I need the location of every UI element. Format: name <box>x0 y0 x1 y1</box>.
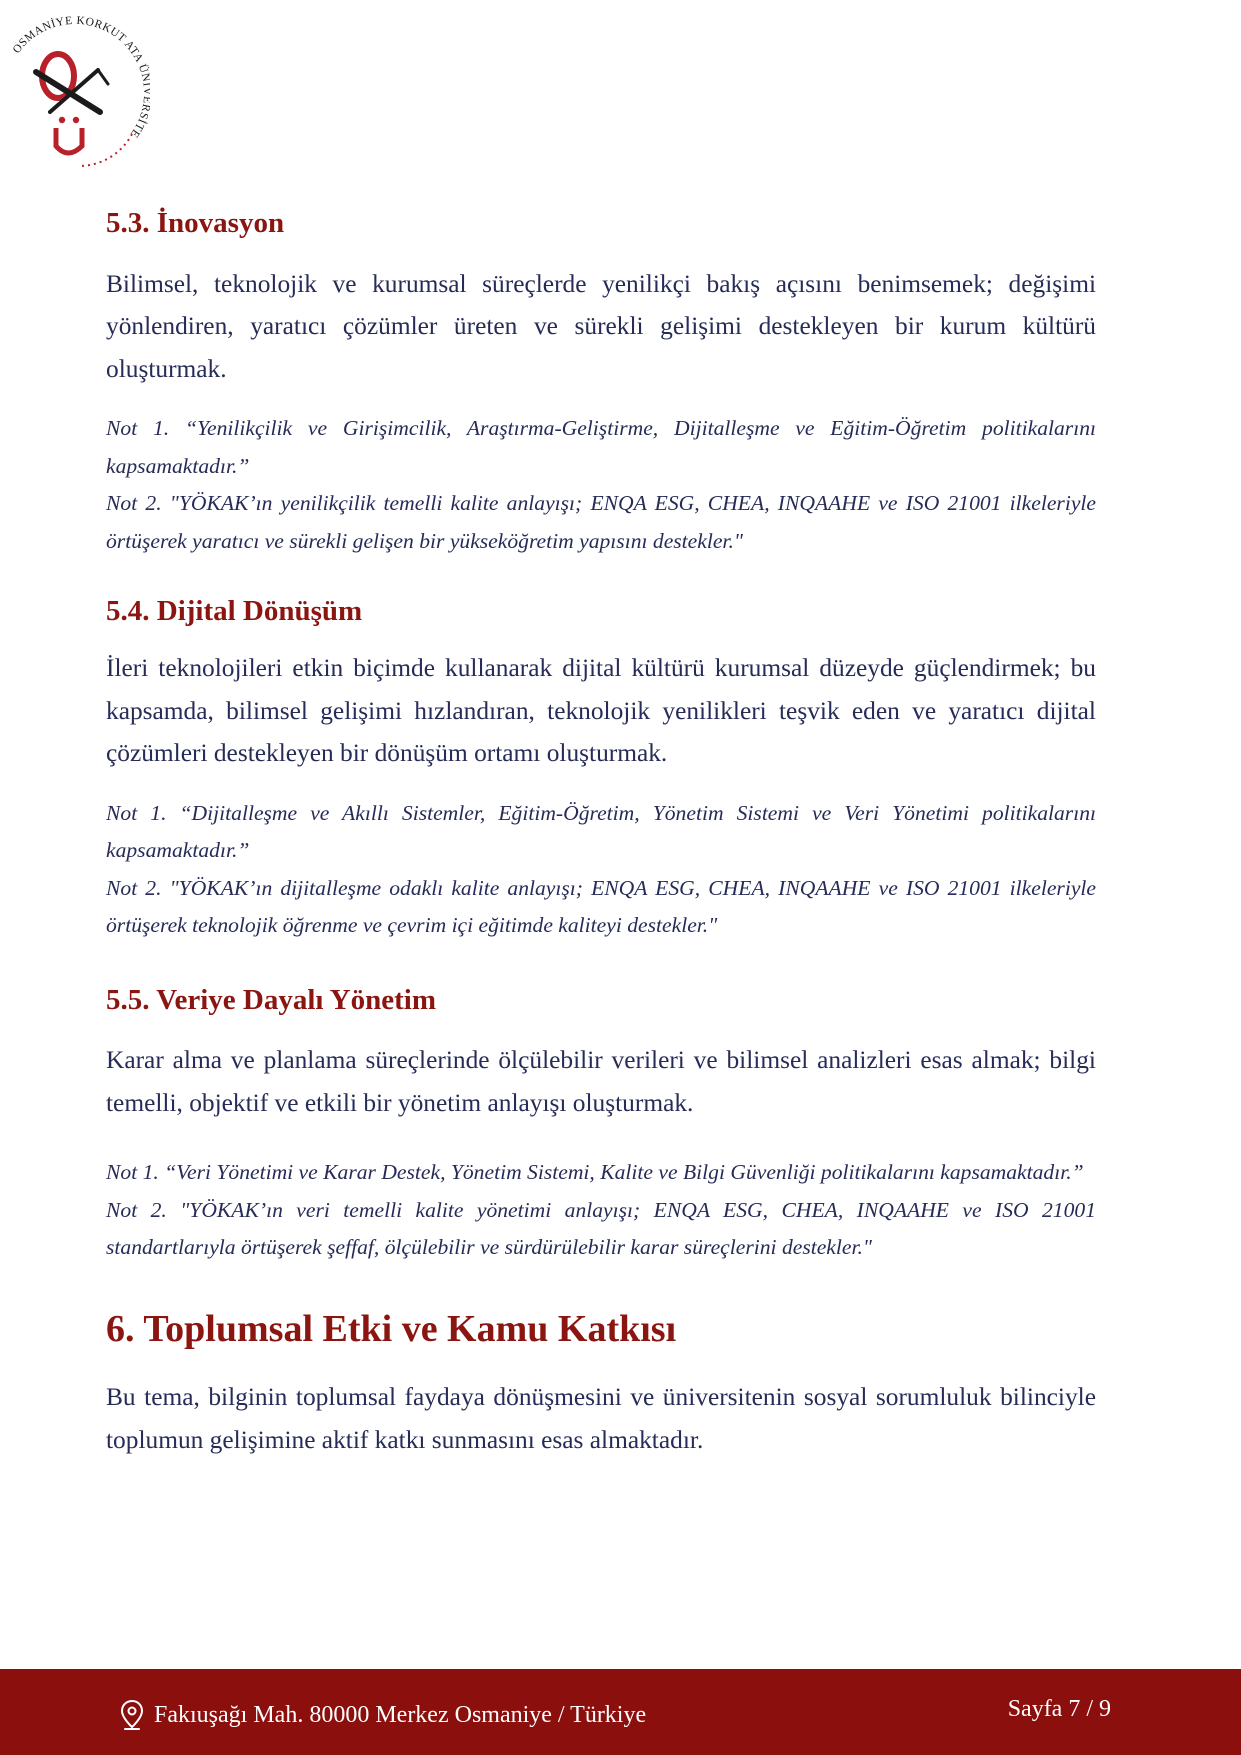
footer-address <box>120 1699 646 1731</box>
section-body-6: Bu tema, bilginin toplumsal faydaya dönüşmesini ve üniversitenin sosyal sorumluluk bilinciyle toplumun gelişimine aktif katkı sunmasını esas almaktadır. <box>106 1383 1096 1454</box>
university-seal <box>10 14 150 174</box>
footer-address-text: Fakıuşağı Mah. 80000 Merkez Osmaniye / Türkiye <box>154 1701 647 1728</box>
section-note1-5-5: Not 1. “Veri Yönetimi ve Karar Destek, Yönetim Sistemi, Kalite ve Bilgi Güvenliği politikalarını kapsamaktadır.” <box>106 1160 1084 1185</box>
section-note2-5-5: Not 2. "YÖKAK’ın veri temelli kalite yönetimi anlayışı; ENQA ESG, CHEA, INQAAHE ve ISO 21001 standartlarıyla örtüşerek şeffaf, ölçülebilir ve sürdürülebilir karar süreçlerini destekler." <box>106 1197 1096 1260</box>
university-logo <box>10 14 150 174</box>
section-note1-5-3: Not 1. “Yenilikçilik ve Girişimcilik, Araştırma-Geliştirme, Dijitalleşme ve Eğitim-Öğretim politikalarını kapsamaktadır.” <box>106 416 1096 478</box>
page-number: Sayfa 7 / 9 <box>1007 1696 1111 1722</box>
section-heading-5-3: 5.3. İnovasyon <box>106 207 285 239</box>
section-note2-5-4: Not 2. "YÖKAK’ın dijitalleşme odaklı kalite anlayışı; ENQA ESG, CHEA, INQAAHE ve ISO 21001 ilkeleriyle örtüşerek teknolojik öğrenme ve çevrim içi eğitimde kaliteyi destekler." <box>106 875 1096 938</box>
section-heading-6: 6. Toplumsal Etki ve Kamu Katkısı <box>106 1307 677 1350</box>
logo-arc-text: OSMANİYE KORKUT ATA Ü SİTE <box>10 14 150 140</box>
section-body-5-3: Bilimsel, teknolojik ve kurumsal süreçlerde yenilikçi bakış açısını benimsemek; değişimi yönlendiren, yaratıcı çözümler üreten ve sürekli gelişimi destekleyen bir kurum kültürü oluşturmak. <box>106 269 1096 383</box>
section-note1-5-4: Not 1. “Dijitalleşme ve Akıllı Sistemler, Eğitim-Öğretim, Yönetim Sistemi ve Veri Yönetimi politikalarını kapsamaktadır.” <box>106 800 1096 863</box>
page-footer <box>0 1669 1241 1755</box>
section-note2-5-3: Not 2. "YÖKAK’ın yenilikçilik temelli kalite anlayışı; ENQA ESG, CHEA, INQAAHE ve ISO 21001 ilkeleriyle örtüşerek yaratıcı ve sürekli gelişen bir yükseköğretim yapısını destekler." <box>106 491 1096 553</box>
location-pin-icon <box>120 1699 144 1731</box>
section-heading-5-5: 5.5. Veriye Dayalı Yönetim <box>106 983 436 1016</box>
document-content <box>106 200 1096 1461</box>
section-body-5-5: Karar alma ve planlama süreçlerinde ölçülebilir verileri ve bilimsel analizleri esas almak; bilgi temelli, objektif ve etkili bir yönetim anlayışı oluşturmak. <box>106 1046 1096 1117</box>
section-heading-5-4: 5.4. Dijital Dönüşüm <box>106 595 363 628</box>
section-body-5-4: İleri teknolojileri etkin biçimde kullanarak dijital kültürü kurumsal düzeyde güçlendirmek; bu kapsamda, bilimsel gelişimi hızlandıran, teknolojik yenilikleri teşvik eden ve yaratıcı dijital çözümleri destekleyen bir dönüşüm ortamı oluşturmak. <box>106 654 1096 768</box>
